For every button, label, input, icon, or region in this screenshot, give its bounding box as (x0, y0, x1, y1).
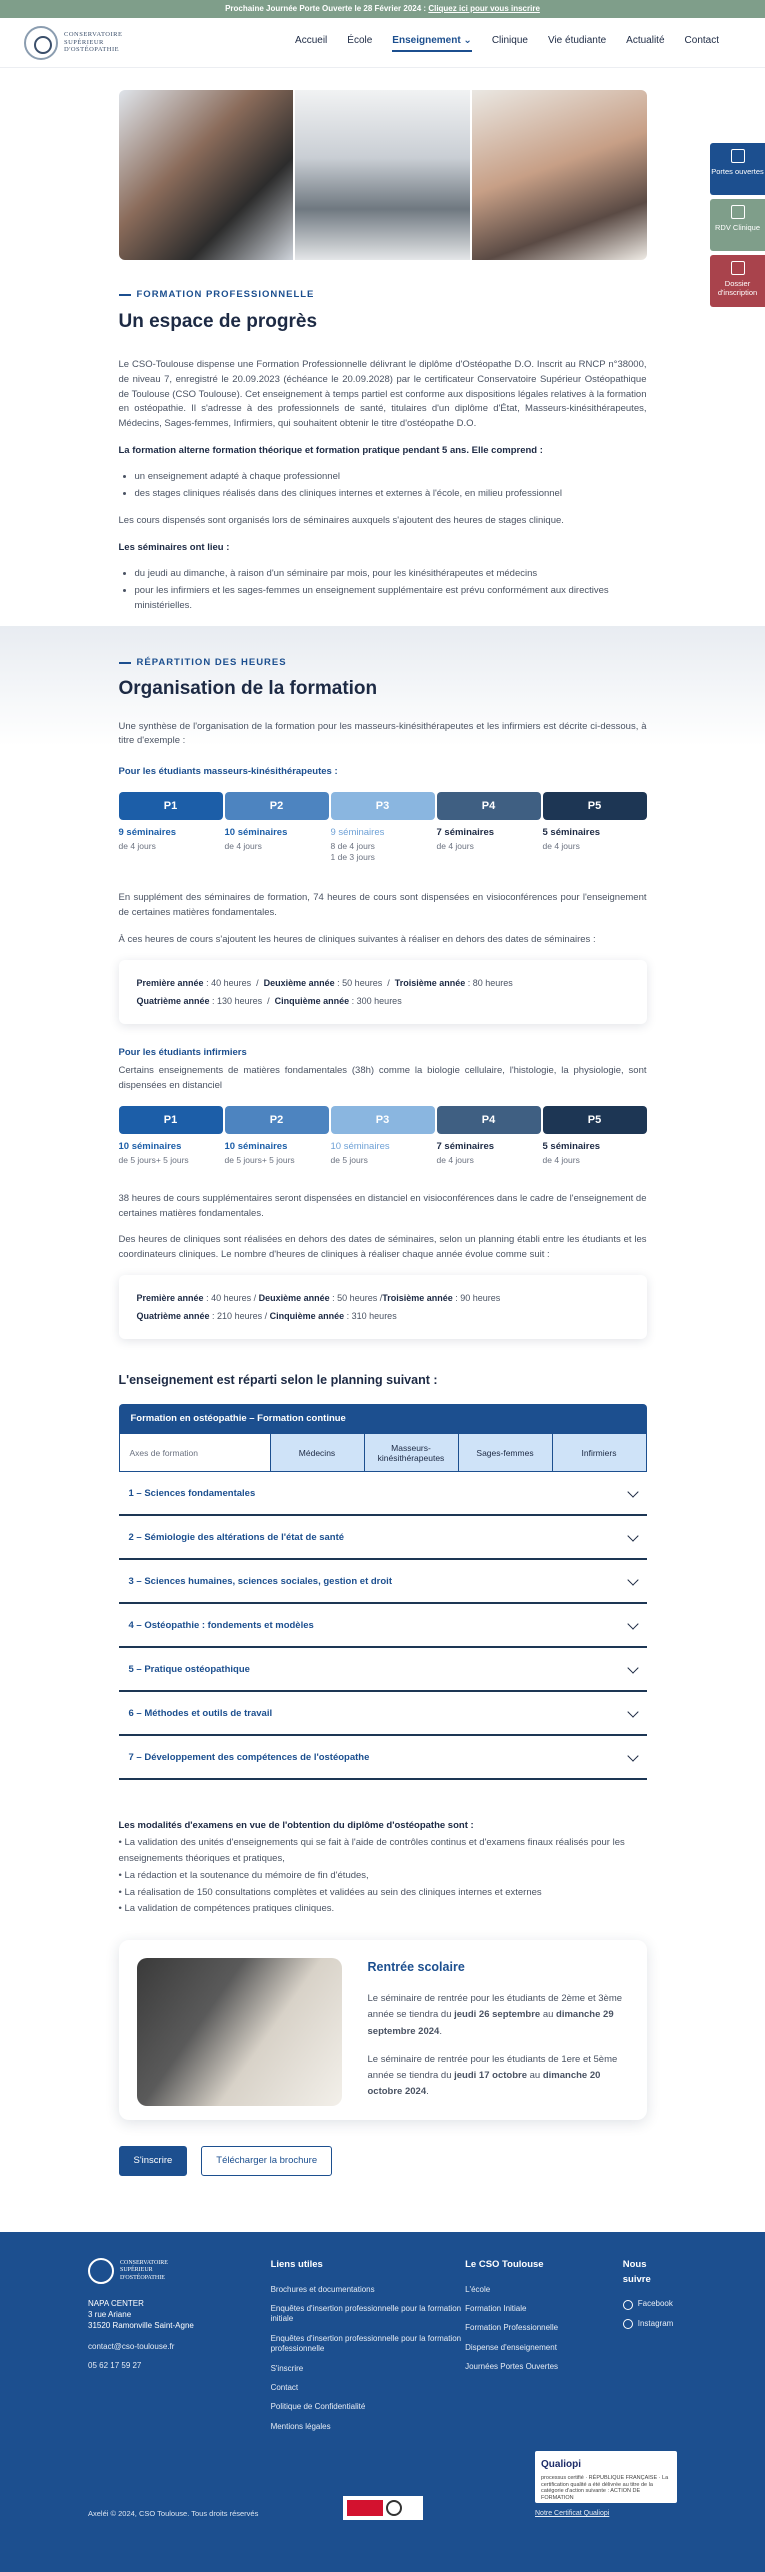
accordion-label: 6 – Méthodes et outils de travail (128, 1707, 273, 1719)
accordion-label: 3 – Sciences humaines, sciences sociales, gestion et droit (128, 1575, 392, 1587)
qualiopi-title: Qualiopi (541, 2459, 581, 2471)
footer-address (88, 2298, 271, 2332)
chevron-down-icon (627, 1707, 638, 1718)
list-item: • pour les infirmiers et les sages-femmes un enseignement supplémentaire est prévu conformément aux directives ministérielles. (135, 584, 647, 613)
qualiopi-certificate-link[interactable]: Notre Certificat Qualiopi (535, 2510, 610, 2518)
year-label: Deuxième année (258, 1292, 330, 1303)
period-p1 (119, 792, 223, 864)
period-bar: P1 (119, 792, 223, 820)
social-label: Facebook (637, 2299, 673, 2309)
period-bar: P1 (119, 1106, 223, 1134)
text: au (540, 2009, 557, 2021)
facebook-link[interactable] (623, 2299, 677, 2309)
rentree-card (119, 1940, 647, 2120)
document-icon (731, 261, 745, 275)
accordion-item[interactable] (119, 1694, 647, 1736)
period-p4 (437, 792, 541, 864)
list-item: • des stages cliniques réalisés dans des cliniques internes et externes à l'école, en milieu professionnel (135, 487, 647, 502)
calendar-icon (731, 205, 745, 219)
period-detail: de 5 jours+ 5 jours (224, 1154, 295, 1165)
footer-link[interactable]: Mentions légales (270, 2421, 331, 2431)
intro-paragraph: Le CSO-Toulouse dispense une Formation Professionnelle délivrant le diplôme d'Ostéopathe D.O. Inscrit au RNCP n°38000, de niveau 7, enregistré le 20.09.2023 (échéance le 20.09.2028) par le certificateur Conservatoire Supérieur Ostéopathique de Toulouse (CSO Toulouse). Cet enseignement à temps partiel est conforme aux dispositions légales relatives à la formation en ostéopathie. Il s'adresse à des professionnels de santé, titulaires d'un diplôme d'État, Masseurs-kinésithérapeutes, Médecins, Sages-femmes, Infirmiers, qui souhaitent obtenir le titre d'ostéopathe D.O. (118, 359, 647, 430)
nav-clinique[interactable]: Clinique (491, 34, 528, 46)
qualiopi-caption: processus certifié · RÉPUBLIQUE FRANÇAISE · La certification qualité a été délivrée au titre de la catégorie d'action suivante : ACTION DE FORMATION (541, 2474, 669, 2502)
announcement-link[interactable]: Cliquez ici pour vous inscrire (428, 4, 540, 13)
program-list (135, 470, 647, 501)
period-seminars: 7 séminaires (436, 826, 495, 838)
period-bar: P3 (331, 1106, 435, 1134)
footer-cso-links (465, 2258, 623, 2441)
period-detail: 8 de 4 jours (330, 840, 375, 851)
nav-vie-etudiante[interactable]: Vie étudiante (547, 34, 607, 46)
text: Le séminaire de rentrée pour les étudiants de 2ème et 3ème année se tiendra du (367, 1993, 623, 2021)
site-footer (0, 2232, 765, 2572)
period-bar: P4 (437, 792, 541, 820)
nav-contact[interactable]: Contact (684, 34, 719, 46)
kine-paragraph-1: En supplément des séminaires de formation, 74 heures de cours sont dispensées en visioconférences pour l'enseignement de certaines matières fondamentales. (118, 892, 647, 919)
section-title: Organisation de la formation (118, 678, 378, 700)
nav-accueil[interactable]: Accueil (295, 34, 328, 46)
footer-heading: Le CSO Toulouse (465, 2258, 544, 2270)
inf-label: Pour les étudiants infirmiers (118, 1046, 247, 1058)
year-label: Cinquième année (269, 1310, 345, 1321)
period-bar: P5 (543, 1106, 647, 1134)
list-item: • un enseignement adapté à chaque professionnel (135, 470, 647, 485)
accordion-label: 2 – Sémiologie des altérations de l'état de santé (128, 1531, 345, 1543)
year-value: : 80 heures (467, 977, 513, 988)
planning-table-header: Formation en ostéopathie – Formation continue (119, 1404, 647, 1434)
chevron-down-icon (627, 1751, 638, 1762)
announcement-bar (0, 0, 765, 18)
inscrire-button[interactable]: S'inscrire (119, 2146, 188, 2176)
period-detail: de 4 jours (542, 840, 580, 851)
announcement-text: Prochaine Journée Porte Ouverte le 28 Février 2024 : (225, 4, 427, 13)
inf-intro: Certains enseignements de matières fondamentales (38h) comme la biologie cellulaire, l'histologie, la physiologie, sont dispensées en distanciel (118, 1065, 647, 1092)
logo-line: D'OSTÉOPATHIE (64, 46, 120, 54)
section-eyebrow: FORMATION PROFESSIONNELLE (119, 288, 647, 303)
seminaires-list (135, 567, 647, 613)
nav-enseignement-label: Enseignement (392, 34, 461, 46)
col-infirmiers[interactable]: Infirmiers (552, 1434, 646, 1471)
accordion-label: 1 – Sciences fondamentales (128, 1487, 256, 1499)
footer-email[interactable]: contact@cso-toulouse.fr (88, 2341, 175, 2351)
logo-mark-icon (88, 2258, 114, 2284)
footer-bottom (88, 2451, 677, 2520)
period-bar: P2 (225, 792, 329, 820)
period-seminars: 9 séminaires (330, 826, 385, 838)
period-detail: 1 de 3 jours (330, 852, 375, 862)
period-detail: de 4 jours (436, 840, 474, 851)
footer-phone[interactable]: 05 62 17 59 27 (88, 2360, 142, 2370)
accordion-item[interactable] (119, 1606, 647, 1648)
year-value: : 130 heures (212, 995, 263, 1006)
seminaires-heading: Les séminaires ont lieu : (118, 541, 230, 553)
year-label: Première année (136, 977, 204, 988)
logo-line: D'OSTÉOPATHIE (120, 2274, 165, 2281)
accordion-item[interactable] (119, 1562, 647, 1604)
period-seminars: 10 séminaires (224, 826, 288, 838)
kine-hours-box: Première année : 40 heures / Deuxième année : 50 heures / Troisième année : 80 heures Quatrième année : 130 heures / Cinquième année : 300 heures (119, 960, 647, 1024)
republique-logo-icon (347, 2500, 383, 2516)
house-icon (731, 149, 745, 163)
logo-line: SUPÉRIEUR (120, 2267, 153, 2274)
footer-link[interactable]: Enquêtes d'insertion professionnelle pour la formation professionnelle (270, 2333, 462, 2354)
exam-item: • La validation de compétences pratiques cliniques. (118, 1903, 335, 1915)
accordion-item[interactable] (119, 1518, 647, 1560)
footer-link[interactable]: Brochures et documentations (270, 2284, 375, 2294)
date: jeudi 17 octobre (454, 2069, 527, 2081)
col-medecins[interactable]: Médecins (270, 1434, 364, 1471)
planning-table-columns (119, 1434, 647, 1472)
footer-link[interactable]: Formation Initiale (465, 2304, 527, 2314)
rentree-paragraph-2 (368, 2052, 629, 2100)
period-seminars: 5 séminaires (542, 1140, 601, 1152)
period-p2 (225, 1106, 329, 1166)
footer-heading: Nous suivre (622, 2258, 651, 2285)
chevron-down-icon (627, 1487, 638, 1498)
exams-title: Les modalités d'examens en vue de l'obtention du diplôme d'ostéopathe sont : (118, 1820, 474, 1832)
accordion-label: 5 – Pratique ostéopathique (128, 1663, 250, 1675)
footer-heading: Liens utiles (270, 2258, 323, 2270)
period-p5 (543, 792, 647, 864)
footer-link[interactable]: Formation Professionnelle (465, 2323, 559, 2333)
chevron-down-icon (627, 1619, 638, 1630)
logo-line: SUPÉRIEUR (64, 38, 104, 46)
exams-block (119, 1818, 647, 1918)
footer-contact (88, 2258, 271, 2441)
inf-paragraph-1: 38 heures de cours supplémentaires seront dispensées en distanciel en visioconférences dans le cadre de l'enseignement de certaines matières fondamentales. (118, 1192, 647, 1219)
period-detail: de 4 jours (224, 840, 262, 851)
hero-photo-treatment (472, 90, 647, 260)
col-axes: Axes de formation (120, 1434, 270, 1471)
period-seminars: 10 séminaires (330, 1140, 390, 1152)
period-p5 (543, 1106, 647, 1166)
accordion-label: 7 – Développement des compétences de l'ostéopathe (128, 1751, 370, 1763)
text: . (426, 2086, 429, 2098)
kine-label: Pour les étudiants masseurs-kinésithérapeutes : (118, 766, 338, 778)
qualiopi-logo (535, 2451, 677, 2503)
cours-paragraph: Les cours dispensés sont organisés lors de séminaires auxquels s'ajoutent des heures de stages clinique. (118, 514, 564, 526)
period-bar: P4 (437, 1106, 541, 1134)
inf-periods (119, 1106, 647, 1166)
facebook-icon (623, 2300, 633, 2310)
hero-photo-practice (119, 90, 294, 260)
text: au (526, 2069, 543, 2081)
date: dimanche 20 octobre 2024 (367, 2069, 601, 2098)
year-label: Cinquième année (274, 995, 350, 1006)
footer-link[interactable]: L'école (465, 2284, 491, 2294)
inf-paragraph-2: Des heures de cliniques sont réalisées en dehors des dates de séminaires, selon un planning établi entre les étudiants et les coordinateurs cliniques. Le nombre d'heures de cliniques à réaliser chaque année évolue comme suit : (118, 1234, 647, 1261)
period-seminars: 10 séminaires (224, 1140, 288, 1152)
rentree-paragraph-1 (368, 1991, 629, 2039)
footer-link[interactable]: Dispense d'enseignement (465, 2342, 557, 2352)
year-value: : 310 heures (346, 1310, 397, 1321)
copyright: Axeléi © 2024, CSO Toulouse. Tous droits réservés (88, 2509, 259, 2519)
period-p4 (437, 1106, 541, 1166)
top-navigation (0, 18, 765, 68)
address-line: NAPA CENTER (88, 2298, 144, 2308)
brochure-button[interactable]: Télécharger la brochure (201, 2146, 332, 2176)
footer-useful-links (271, 2258, 466, 2441)
side-tab-label: Portes ouvertes (711, 167, 764, 176)
year-value: : 300 heures (351, 995, 402, 1006)
period-seminars: 7 séminaires (436, 1140, 495, 1152)
exam-item: • La rédaction et la soutenance du mémoire de fin d'études, (118, 1870, 369, 1882)
text: Le séminaire de rentrée pour les étudiants de 1ere et 5ème année se tiendra du (367, 2053, 618, 2081)
accordion-item[interactable] (119, 1738, 647, 1780)
footer-social (623, 2258, 677, 2441)
nav-actualite[interactable]: Actualité (626, 34, 665, 46)
col-sages-femmes[interactable]: Sages-femmes (458, 1434, 552, 1471)
year-label: Troisième année (394, 977, 466, 988)
year-value: : 210 heures (212, 1310, 263, 1321)
year-value: : 50 heures (337, 977, 383, 988)
chevron-down-icon (627, 1531, 638, 1542)
site-logo[interactable] (24, 26, 204, 60)
side-tab-portes-ouvertes[interactable] (710, 143, 765, 195)
period-detail: de 4 jours (436, 1154, 474, 1165)
planning-title: L'enseignement est réparti selon le planning suivant : (118, 1372, 438, 1387)
period-detail: de 4 jours (118, 840, 156, 851)
exam-item: • La validation des unités d'enseignements qui se fait à l'aide de contrôles continus et d'examens finaux réalisés pour les enseignements théoriques et pratiques, (118, 1836, 625, 1865)
year-label: Deuxième année (263, 977, 335, 988)
section-title: Un espace de progrès (118, 310, 318, 332)
exam-item: • La réalisation de 150 consultations complètes et validées au sein des cliniques internes et externes (118, 1886, 542, 1898)
address-line: 31520 Ramonville Saint-Agne (88, 2321, 194, 2331)
date: dimanche 29 septembre 2024 (367, 2009, 614, 2037)
period-seminars: 9 séminaires (118, 826, 177, 838)
chevron-down-icon (627, 1575, 638, 1586)
side-tabs (710, 143, 765, 311)
period-bar: P2 (225, 1106, 329, 1134)
footer-link[interactable]: Politique de Confidentialité (270, 2402, 366, 2412)
logo-mark-icon (24, 26, 58, 60)
cta-buttons (119, 2146, 647, 2176)
organisation-intro: Une synthèse de l'organisation de la formation pour les masseurs-kinésithérapeutes et les infirmiers est décrite ci-dessous, à titre d'exemple : (118, 720, 647, 747)
kine-paragraph-2: À ces heures de cours s'ajoutent les heures de cliniques suivantes à réaliser en dehors des dates de séminaires : (118, 933, 596, 945)
organisation-section (0, 626, 765, 2176)
instagram-icon (623, 2319, 633, 2329)
kine-periods (119, 792, 647, 864)
logo-line: CONSERVATOIRE (64, 30, 123, 38)
qualiopi-block (535, 2451, 677, 2520)
side-tab-label: Dossier d'inscription (717, 279, 758, 297)
period-p1 (119, 1106, 223, 1166)
instagram-link[interactable] (623, 2319, 677, 2329)
chevron-down-icon (627, 1663, 638, 1674)
hero-images (119, 90, 647, 260)
col-kines[interactable]: Masseurs-kinésithérapeutes (364, 1434, 458, 1471)
footer-link[interactable]: Enquêtes d'insertion professionnelle pour la formation initiale (270, 2304, 462, 2324)
period-seminars: 5 séminaires (542, 826, 601, 838)
year-value: : 90 heures (455, 1292, 501, 1303)
year-label: Quatrième année (136, 1310, 210, 1321)
accordion-item[interactable] (119, 1650, 647, 1692)
accordion-label: 4 – Ostéopathie : fondements et modèles (128, 1619, 314, 1631)
period-detail: de 5 jours+ 5 jours (118, 1154, 189, 1165)
nav-enseignement[interactable]: Enseignement ⌄ (392, 33, 472, 53)
year-label: Quatrième année (136, 995, 210, 1006)
period-detail: de 4 jours (542, 1154, 580, 1165)
main-content (119, 90, 647, 614)
footer-link[interactable]: S'inscrire (270, 2363, 304, 2373)
year-label: Troisième année (382, 1292, 453, 1303)
period-p3 (331, 1106, 435, 1166)
nav-ecole[interactable]: École (347, 34, 373, 46)
accordion-item[interactable] (119, 1474, 647, 1516)
social-label: Instagram (637, 2318, 674, 2328)
list-item: • du jeudi au dimanche, à raison d'un séminaire par mois, pour les kinésithérapeutes et médecins (135, 567, 647, 582)
year-value: : 40 heures (206, 1292, 252, 1303)
side-tab-dossier[interactable] (710, 255, 765, 307)
address-line: 3 rue Ariane (88, 2310, 132, 2320)
year-value: : 50 heures (332, 1292, 378, 1303)
date: jeudi 26 septembre (454, 2009, 541, 2021)
footer-link[interactable]: Journées Portes Ouvertes (465, 2362, 559, 2372)
period-detail: de 5 jours (330, 1154, 368, 1165)
footer-link[interactable]: Contact (270, 2383, 299, 2393)
year-value: : 40 heures (206, 977, 252, 988)
inf-hours-box: Première année : 40 heures / Deuxième année : 50 heures /Troisième année : 90 heures Quatrième année : 210 heures / Cinquième année : 310 heures (119, 1275, 647, 1339)
alterne-heading: La formation alterne formation théorique et formation pratique pendant 5 ans. Elle comprend : (118, 444, 543, 456)
period-bar: P5 (543, 792, 647, 820)
footer-logo[interactable] (88, 2258, 271, 2284)
certification-seal-icon (386, 2500, 402, 2516)
text: . (439, 2025, 442, 2037)
main-menu (295, 33, 719, 53)
hero-photo-classroom (295, 90, 470, 260)
period-p3 (331, 792, 435, 864)
side-tab-rdv-clinique[interactable] (710, 199, 765, 251)
certification-logos (343, 2496, 423, 2520)
rentree-title: Rentrée scolaire (367, 1959, 465, 1974)
logo-line: CONSERVATOIRE (120, 2260, 168, 2267)
period-p2 (225, 792, 329, 864)
period-seminars: 10 séminaires (118, 1140, 182, 1152)
year-label: Première année (136, 1292, 204, 1303)
period-bar: P3 (331, 792, 435, 820)
rentree-photo (137, 1958, 342, 2106)
section-eyebrow: RÉPARTITION DES HEURES (119, 656, 647, 671)
side-tab-label: RDV Clinique (714, 223, 761, 232)
